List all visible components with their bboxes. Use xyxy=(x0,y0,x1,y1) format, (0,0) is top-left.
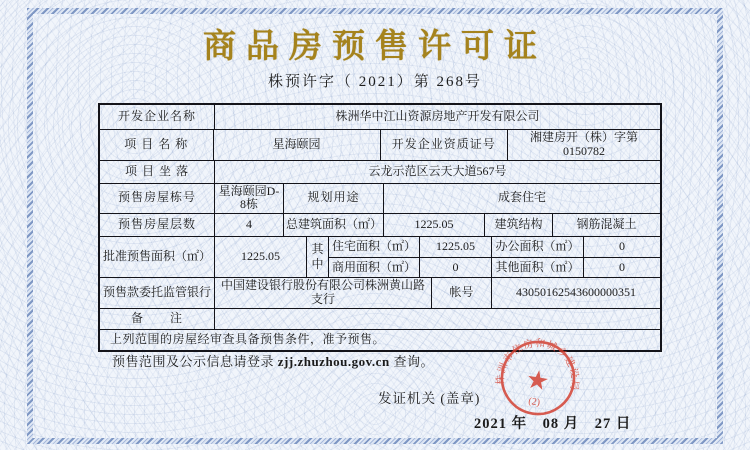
commercial-value: 0 xyxy=(419,258,491,278)
location-value: 云龙示范区云天大道567号 xyxy=(214,161,660,183)
row-bank xyxy=(100,277,660,308)
notice-prefix: 预售范围及公示信息请登录 xyxy=(112,354,278,369)
row-location xyxy=(100,160,660,183)
floors-label: 预售房屋层数 xyxy=(117,217,196,232)
bank-value: 中国建设银行股份有限公司株洲黄山路支行 xyxy=(214,278,431,308)
row-project-name xyxy=(100,129,660,160)
qualification-label: 开发企业资质证号 xyxy=(380,130,507,160)
planned-use-value: 成套住宅 xyxy=(383,184,660,214)
residential-label: 住宅面积（㎡） xyxy=(328,237,419,257)
project-name-value: 星海颐园 xyxy=(213,130,380,160)
row-commercial-other xyxy=(328,257,660,278)
notice-url: zjj.zhuzhou.gov.cn xyxy=(277,354,390,369)
developer-label: 开发企业名称 xyxy=(117,109,196,124)
bank-label: 预售款委托监管银行 xyxy=(102,285,211,300)
row-residential-office xyxy=(328,237,660,257)
among-label: 其中 xyxy=(306,237,328,277)
account-value: 43050162543600000351 xyxy=(491,278,660,308)
floors-value: 4 xyxy=(214,214,283,236)
developer-value: 株洲华中江山资源房地产开发有限公司 xyxy=(214,105,660,129)
public-notice-line xyxy=(112,351,434,370)
building-no-label: 预售房屋栋号 xyxy=(117,190,196,205)
certificate-info-table xyxy=(98,103,662,352)
approval-statement: 上列范围的房屋经审查具备预售条件，准予预售。 xyxy=(110,331,386,346)
seal-text: 株洲市住房和城乡建设局 xyxy=(495,338,580,392)
issue-date: 2021 年 08 月 27 日 xyxy=(474,416,632,432)
planned-use-label: 规划用途 xyxy=(283,184,383,214)
remarks-label: 备 注 xyxy=(130,310,183,325)
approved-area-label: 批准预售面积（㎡） xyxy=(102,249,211,264)
qualification-value: 湘建房开（株）字第0150782 xyxy=(507,130,660,160)
project-name-label: 项 目 名 称 xyxy=(124,136,189,151)
approved-area-value: 1225.05 xyxy=(214,237,306,277)
certificate-number: 株预许字（ 2021）第 268号 xyxy=(267,74,482,90)
issuing-authority-label: 发证机关 (盖章) xyxy=(378,391,481,406)
building-no-value: 星海颐园D-8栋 xyxy=(214,184,283,214)
certificate-title: 商品房预售许可证 xyxy=(203,27,547,64)
official-seal xyxy=(478,318,598,438)
row-approved-area xyxy=(100,236,660,277)
other-label: 其他面积（㎡） xyxy=(491,258,583,278)
notice-suffix: 查询。 xyxy=(389,354,434,369)
account-label: 帐号 xyxy=(431,278,491,308)
other-value: 0 xyxy=(583,258,660,278)
row-floors xyxy=(100,213,660,236)
location-label: 项 目 坐 落 xyxy=(124,163,189,178)
row-building-no xyxy=(100,183,660,214)
seal-sub-number: (2) xyxy=(527,395,541,409)
commercial-label: 商用面积（㎡） xyxy=(328,258,419,278)
structure-label: 建筑结构 xyxy=(484,214,552,236)
total-area-label: 总建筑面积（㎡） xyxy=(283,214,383,236)
structure-value: 钢筋混凝土 xyxy=(552,214,660,236)
office-value: 0 xyxy=(583,237,660,257)
total-area-value: 1225.05 xyxy=(383,214,484,236)
office-label: 办公面积（㎡） xyxy=(491,237,583,257)
residential-value: 1225.05 xyxy=(419,237,491,257)
area-breakdown xyxy=(328,237,660,277)
seal-star-icon: ★ xyxy=(523,364,552,397)
row-developer xyxy=(100,105,660,129)
